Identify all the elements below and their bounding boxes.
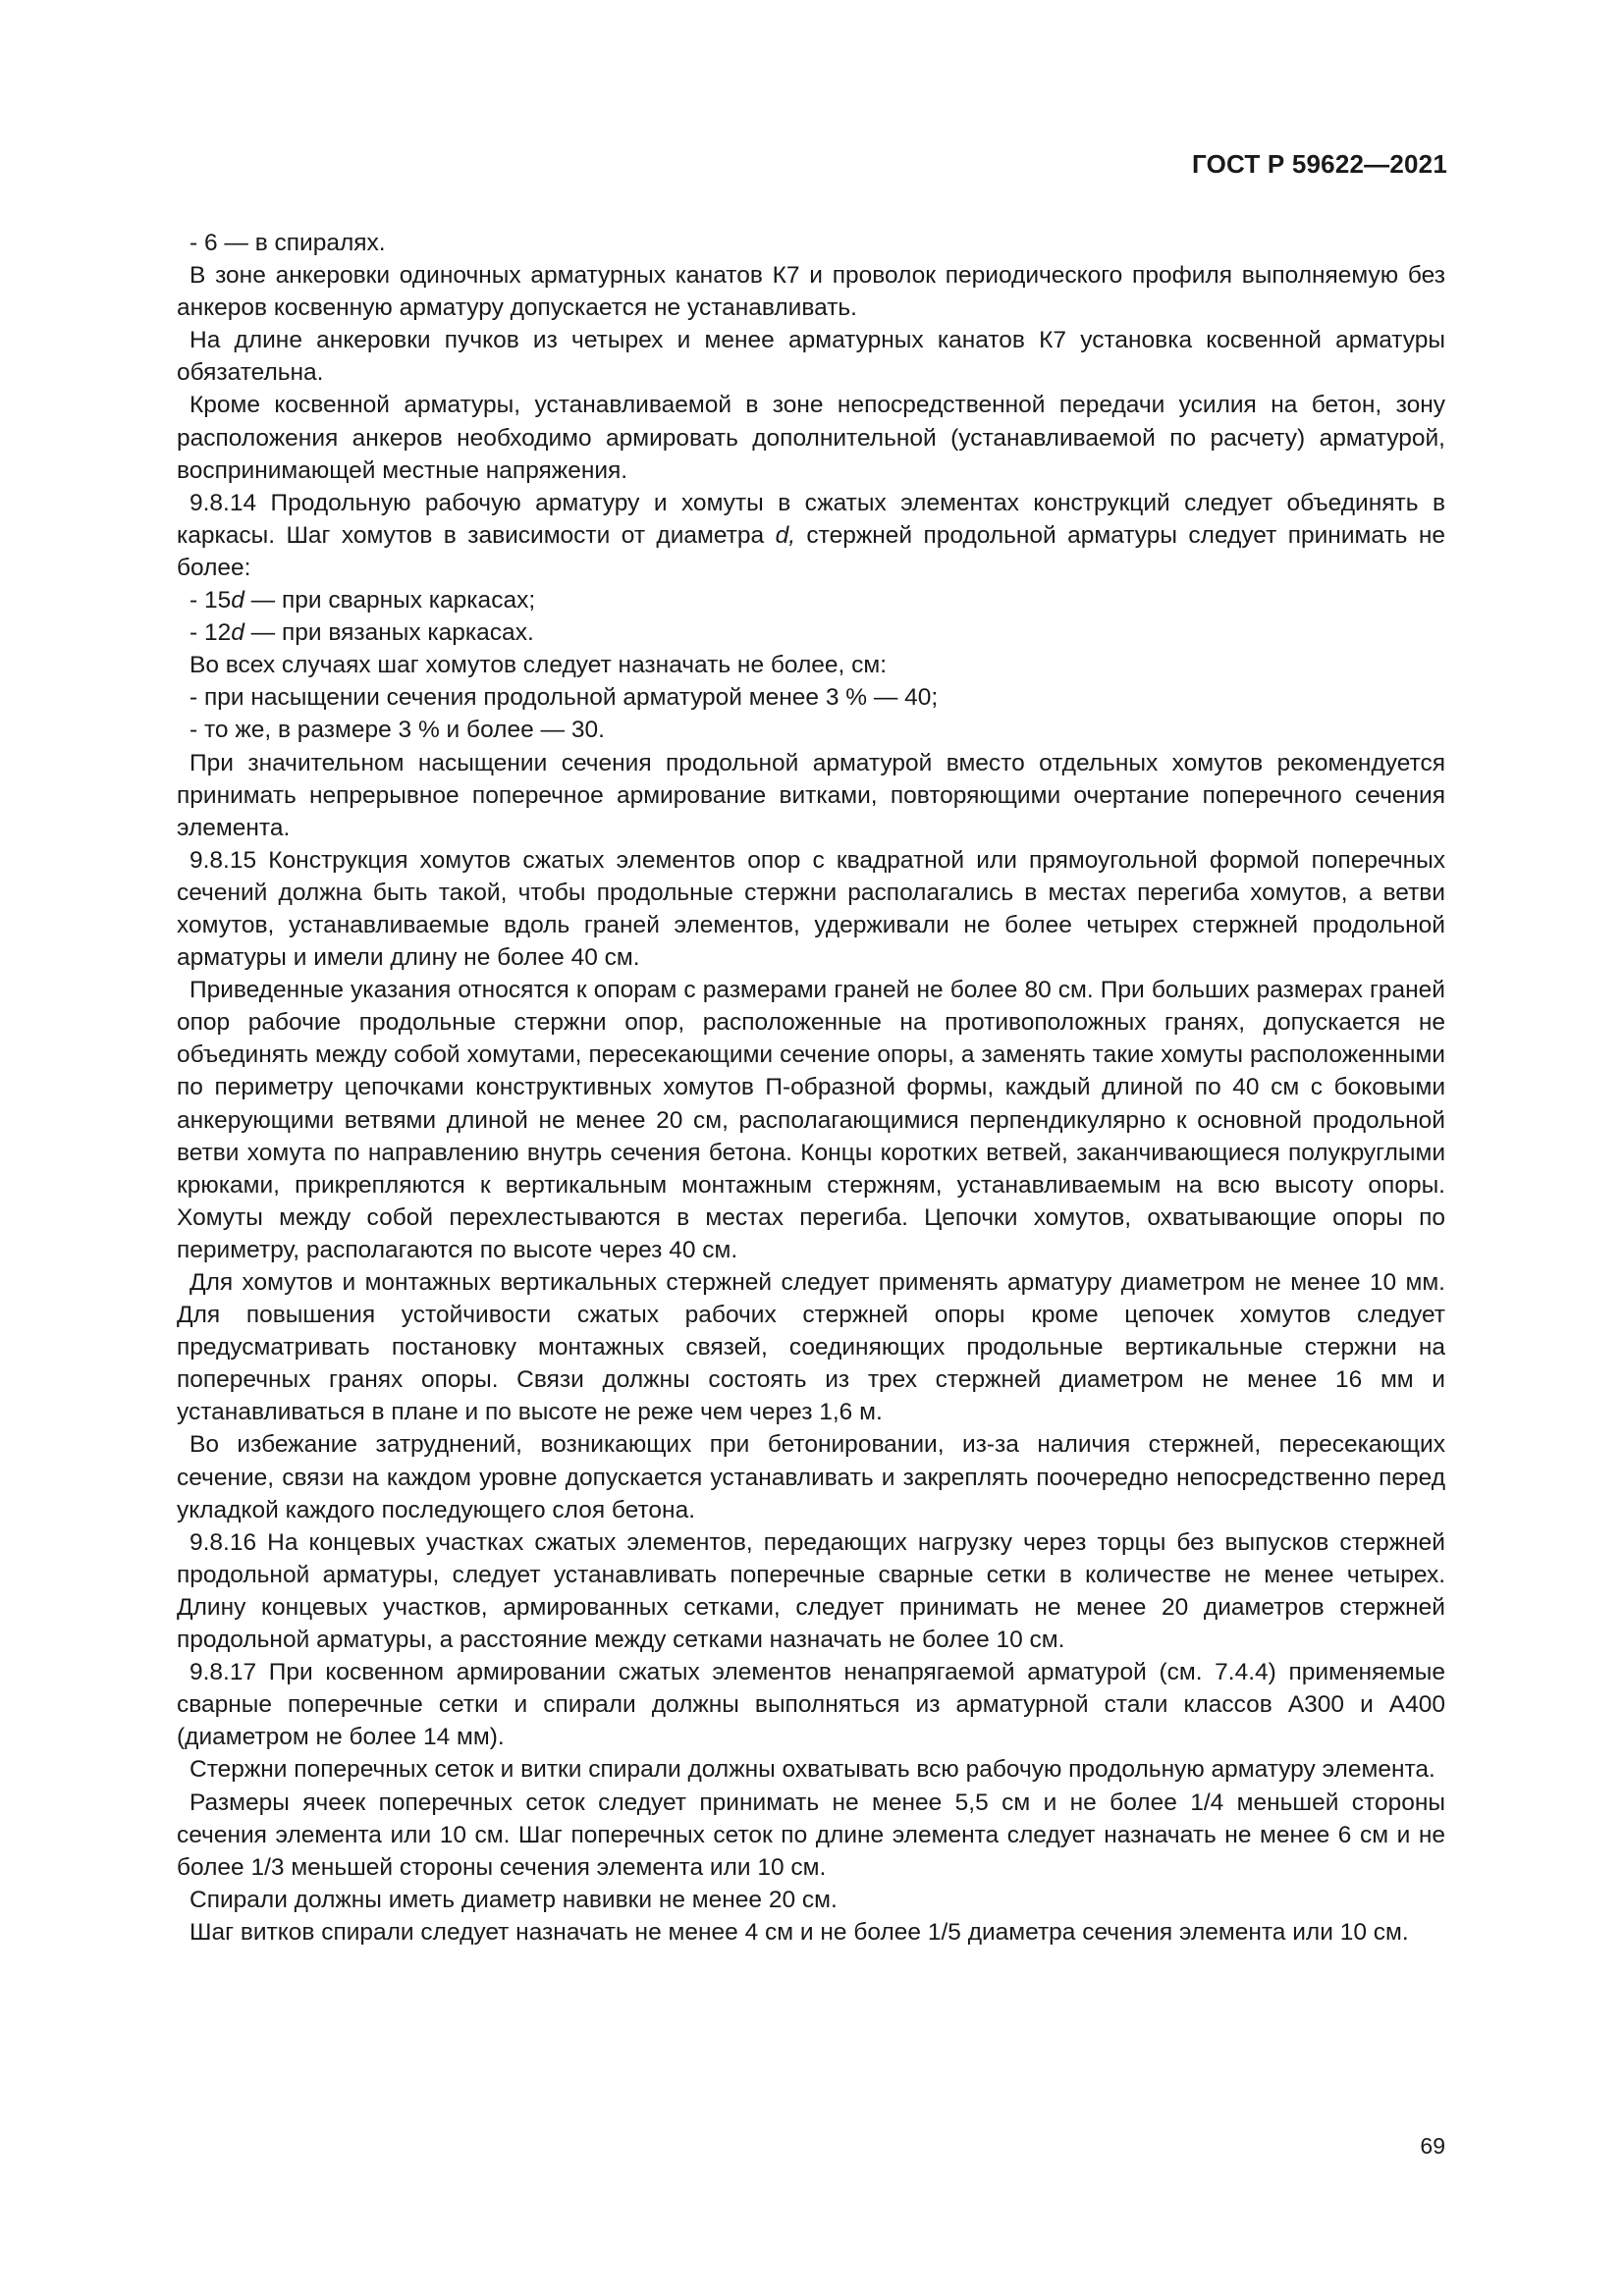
paragraph-text: Для хомутов и монтажных вертикальных стержней следует применять арматуру диаметром не менее 10 мм. Для повышения устойчивости сжатых рабочих стержней опоры кроме цепочек хомутов следует предусматривать постановку монтажных связей, соединяющих продольные вертикальные стержни на поперечных гранях опоры. Связи должны состоять из трех стержней диаметром не менее 16 мм и устанавливаться в плане и по высоте не реже чем через 1,6 м. [177,1269,1445,1426]
list-item [177,681,1445,714]
paragraph-text: Размеры ячеек поперечных сеток следует принимать не менее 5,5 см и не более 1/4 меньшей стороны сечения элемента или 10 см. Шаг поперечных сеток по длине элемента следует назначать не менее 6 см и не более 1/3 меньшей стороны сечения элемента или 10 см. [177,1789,1445,1881]
list-item-text: — при вязаных каркасах. [244,619,534,647]
paragraph-text: 9.8.17 При косвенном армировании сжатых элементов ненапрягаемой арматурой (см. 7.4.4) применяемые сварные поперечные сетки и спирали должны выполняться из арматурной стали классов А300 и А400 (диаметром не более 14 мм). [177,1659,1445,1751]
paragraph-text: Приведенные указания относятся к опорам с размерами граней не более 80 см. При больших размерах граней опор рабочие продольные стержни опор, расположенные на противоположных гранях, допускается не объединять между собой хомутами, пересекающими сечение опоры, а заменять такие хомуты расположенными по периметру цепочками конструктивных хомутов П-образной формы, каждый длиной по 40 см с боковыми анкерующими ветвями длиной не менее 20 см, располагающимися перпендикулярно к основной продольной ветви хомута по направлению внутрь сечения бетона. Концы коротких ветвей, заканчивающиеся полукруглыми крюками, прикрепляются к вертикальным монтажным стержням, устанавливаемым на всю высоту опоры. Хомуты между собой перехлестываются в местах перегиба. Цепочки хомутов, охватывающие опоры по периметру, располагаются по высоте через 40 см. [177,977,1445,1263]
paragraph-text: стержней продольной арматуры следует принимать не более: [177,521,1445,581]
paragraph-text: Кроме косвенной арматуры, устанавливаемой в зоне непосредственной передачи усилия на бетон, зону расположения анкеров необходимо армировать дополнительной (устанавливаемой по расчету) арматурой, воспринимающей местные напряжения. [177,392,1445,484]
paragraph [177,1787,1445,1884]
paragraph [177,747,1445,844]
paragraph-text: 9.8.14 Продольную рабочую арматуру и хомуты в сжатых элементах конструкций следует объединять в каркасы. Шаг хомутов в зависимости от диаметра [177,489,1445,549]
variable-d: d [231,587,244,614]
list-item-text: - 15 [189,587,232,614]
paragraph [177,259,1445,324]
paragraph-text: В зоне анкеровки одиночных арматурных канатов К7 и проволок периодического профиля выполняемую без анкеров косвенную арматуру допускается не устанавливать. [177,262,1445,322]
paragraph [177,974,1445,1266]
paragraph-text: Стержни поперечных сеток и витки спирали должны охватывать всю рабочую продольную арматуру элемента. [189,1756,1435,1784]
list-item-text: - 12 [189,619,232,647]
paragraph-text: 9.8.16 На концевых участках сжатых элементов, передающих нагрузку через торцы без выпусков стержней продольной арматуры, следует устанавливать поперечные сварные сетки в количестве не менее четырех. Длину концевых участков, армированных сетками, следует принимать не менее 20 диаметров стержней продольной арматуры, а расстояние между сетками назначать не более 10 см. [177,1528,1445,1654]
paragraph [177,1916,1445,1949]
paragraph-9-8-15 [177,844,1445,974]
paragraph [177,1266,1445,1428]
paragraph-text: Спирали должны иметь диаметр навивки не менее 20 см. [189,1886,838,1913]
list-item-text: - то же, в размере 3 % и более — 30. [189,717,605,744]
paragraph-9-8-16 [177,1526,1445,1656]
page-number: 69 [1420,2133,1445,2159]
paragraph [177,1884,1445,1916]
list-item-text: — при сварных каркасах; [244,587,536,614]
list-item [177,616,1445,649]
variable-d: d, [775,521,795,549]
paragraph-text: На длине анкеровки пучков из четырех и менее арматурных канатов К7 установка косвенной арматуры обязательна. [177,327,1445,387]
paragraph-text: 9.8.15 Конструкция хомутов сжатых элементов опор с квадратной или прямоугольной формой поперечных сечений должна быть такой, чтобы продольные стержни располагались в местах перегиба хомутов, а ветви хомутов, устанавливаемые вдоль граней элементов, удерживали не более четырех стержней продольной арматуры и имели длину не более 40 см. [177,846,1445,972]
paragraph [177,227,1445,259]
list-item [177,584,1445,616]
variable-d: d [231,619,244,647]
paragraph-text: Во избежание затруднений, возникающих при бетонировании, из-за наличия стержней, пересекающих сечение, связи на каждом уровне допускается устанавливать и закреплять поочередно непосредственно перед укладкой каждого последующего слоя бетона. [177,1431,1445,1523]
paragraph-text: Во всех случаях шаг хомутов следует назначать не более, см: [189,652,888,679]
paragraph-text: При значительном насыщении сечения продольной арматурой вместо отдельных хомутов рекомендуется принимать непрерывное поперечное армирование витками, повторяющими очертание поперечного сечения элемента. [177,749,1445,841]
paragraph [177,324,1445,389]
paragraph-text: - 6 — в спиралях. [189,230,386,256]
paragraph-9-8-17 [177,1656,1445,1753]
paragraph [177,1753,1445,1786]
document-body [177,227,1445,1949]
paragraph [177,1428,1445,1525]
document-id-header: ГОСТ Р 59622—2021 [1192,149,1447,179]
list-item [177,714,1445,746]
list-item-text: - при насыщении сечения продольной арматурой менее 3 % — 40; [189,684,939,712]
paragraph [177,389,1445,486]
paragraph [177,649,1445,681]
paragraph-text: Шаг витков спирали следует назначать не менее 4 см и не более 1/5 диаметра сечения элемента или 10 см. [189,1918,1409,1946]
paragraph-9-8-14 [177,487,1445,584]
